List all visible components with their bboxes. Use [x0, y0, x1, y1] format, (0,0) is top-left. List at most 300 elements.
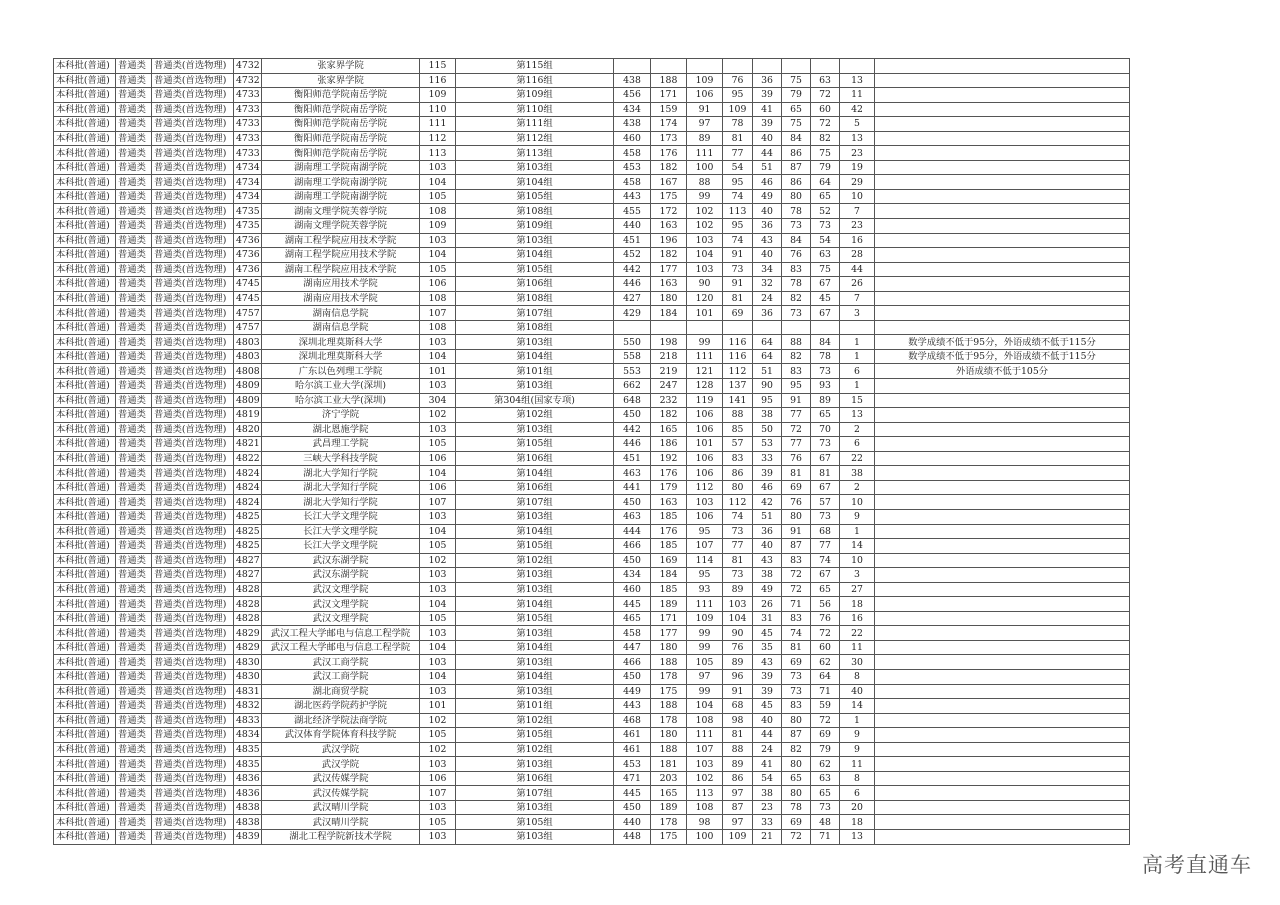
group-name-cell: 第103组: [456, 684, 614, 699]
subject-type-cell: 普通类(首选物理): [152, 291, 234, 306]
score-5-cell: 41: [753, 102, 782, 117]
school-name-cell: 深圳北理莫斯科大学: [262, 349, 420, 364]
category-cell: 普通类: [116, 262, 152, 277]
score-7-cell: 72: [811, 117, 840, 132]
score-4-cell: 85: [723, 422, 753, 437]
group-code-cell: 103: [420, 626, 456, 641]
score-2-cell: 180: [651, 291, 687, 306]
remark-cell: [875, 728, 1130, 743]
batch-cell: 本科批(普通): [54, 655, 116, 670]
score-5-cell: 33: [753, 815, 782, 830]
group-code-cell: 107: [420, 495, 456, 510]
count-cell: 6: [840, 364, 875, 379]
total-score-cell: 447: [614, 640, 651, 655]
group-name-cell: 第103组: [456, 335, 614, 350]
group-name-cell: 第103组: [456, 422, 614, 437]
school-name-cell: 衡阳师范学院南岳学院: [262, 131, 420, 146]
count-cell: 10: [840, 495, 875, 510]
score-3-cell: 97: [687, 117, 723, 132]
category-cell: 普通类: [116, 277, 152, 292]
score-2-cell: 172: [651, 204, 687, 219]
count-cell: 20: [840, 800, 875, 815]
score-6-cell: [782, 59, 811, 74]
batch-cell: 本科批(普通): [54, 277, 116, 292]
school-code-cell: 4803: [234, 335, 262, 350]
count-cell: 9: [840, 728, 875, 743]
count-cell: 22: [840, 451, 875, 466]
total-score-cell: 450: [614, 669, 651, 684]
score-7-cell: 59: [811, 699, 840, 714]
school-code-cell: 4736: [234, 233, 262, 248]
category-cell: 普通类: [116, 408, 152, 423]
table-row: [54, 88, 1130, 103]
score-7-cell: 65: [811, 408, 840, 423]
school-name-cell: 湖北商贸学院: [262, 684, 420, 699]
table-row: [54, 684, 1130, 699]
school-name-cell: 湖南工程学院应用技术学院: [262, 233, 420, 248]
watermark: 高考直通车: [1142, 853, 1252, 877]
score-6-cell: 83: [782, 553, 811, 568]
total-score-cell: 471: [614, 771, 651, 786]
score-7-cell: 64: [811, 175, 840, 190]
school-code-cell: 4734: [234, 160, 262, 175]
score-5-cell: 44: [753, 146, 782, 161]
score-3-cell: 106: [687, 451, 723, 466]
school-code-cell: 4733: [234, 117, 262, 132]
school-code-cell: 4809: [234, 393, 262, 408]
score-3-cell: 89: [687, 131, 723, 146]
group-name-cell: 第108组: [456, 320, 614, 335]
batch-cell: 本科批(普通): [54, 335, 116, 350]
total-score-cell: 450: [614, 408, 651, 423]
school-code-cell: 4827: [234, 568, 262, 583]
score-2-cell: 171: [651, 611, 687, 626]
total-score-cell: 444: [614, 524, 651, 539]
school-name-cell: 武汉学院: [262, 742, 420, 757]
score-2-cell: 182: [651, 248, 687, 263]
score-3-cell: 128: [687, 379, 723, 394]
count-cell: 7: [840, 204, 875, 219]
score-3-cell: 99: [687, 684, 723, 699]
score-3-cell: 120: [687, 291, 723, 306]
count-cell: 18: [840, 815, 875, 830]
group-name-cell: 第104组: [456, 640, 614, 655]
count-cell: 2: [840, 480, 875, 495]
school-name-cell: 湖南应用技术学院: [262, 277, 420, 292]
score-3-cell: 107: [687, 539, 723, 554]
subject-type-cell: 普通类(首选物理): [152, 88, 234, 103]
score-2-cell: 177: [651, 626, 687, 641]
school-name-cell: 湖北工程学院新技术学院: [262, 829, 420, 844]
batch-cell: 本科批(普通): [54, 553, 116, 568]
count-cell: 30: [840, 655, 875, 670]
score-3-cell: 101: [687, 306, 723, 321]
category-cell: 普通类: [116, 611, 152, 626]
score-4-cell: 87: [723, 800, 753, 815]
score-5-cell: 49: [753, 582, 782, 597]
batch-cell: 本科批(普通): [54, 539, 116, 554]
score-4-cell: 83: [723, 451, 753, 466]
remark-cell: [875, 466, 1130, 481]
school-name-cell: 武汉晴川学院: [262, 800, 420, 815]
score-5-cell: 90: [753, 379, 782, 394]
table-row: [54, 131, 1130, 146]
score-6-cell: 80: [782, 189, 811, 204]
category-cell: 普通类: [116, 655, 152, 670]
batch-cell: 本科批(普通): [54, 408, 116, 423]
category-cell: 普通类: [116, 800, 152, 815]
score-2-cell: 189: [651, 597, 687, 612]
score-2-cell: 165: [651, 786, 687, 801]
school-code-cell: 4835: [234, 742, 262, 757]
group-name-cell: 第103组: [456, 829, 614, 844]
batch-cell: 本科批(普通): [54, 73, 116, 88]
count-cell: 3: [840, 568, 875, 583]
school-name-cell: 湖南文理学院芙蓉学院: [262, 219, 420, 234]
school-code-cell: 4830: [234, 669, 262, 684]
total-score-cell: 450: [614, 495, 651, 510]
subject-type-cell: 普通类(首选物理): [152, 509, 234, 524]
score-7-cell: 57: [811, 495, 840, 510]
score-4-cell: 76: [723, 73, 753, 88]
batch-cell: 本科批(普通): [54, 379, 116, 394]
score-2-cell: 173: [651, 131, 687, 146]
score-5-cell: [753, 320, 782, 335]
group-name-cell: 第104组: [456, 248, 614, 263]
batch-cell: 本科批(普通): [54, 349, 116, 364]
subject-type-cell: 普通类(首选物理): [152, 306, 234, 321]
school-name-cell: 衡阳师范学院南岳学院: [262, 146, 420, 161]
remark-cell: [875, 408, 1130, 423]
school-code-cell: 4828: [234, 611, 262, 626]
score-6-cell: 65: [782, 771, 811, 786]
school-code-cell: 4824: [234, 495, 262, 510]
total-score-cell: [614, 320, 651, 335]
remark-cell: [875, 160, 1130, 175]
group-name-cell: 第106组: [456, 771, 614, 786]
school-code-cell: 4824: [234, 480, 262, 495]
group-code-cell: 304: [420, 393, 456, 408]
total-score-cell: 453: [614, 160, 651, 175]
subject-type-cell: 普通类(首选物理): [152, 233, 234, 248]
group-name-cell: 第102组: [456, 553, 614, 568]
subject-type-cell: 普通类(首选物理): [152, 829, 234, 844]
score-6-cell: 82: [782, 742, 811, 757]
school-name-cell: 湖南工程学院应用技术学院: [262, 248, 420, 263]
subject-type-cell: 普通类(首选物理): [152, 59, 234, 74]
score-7-cell: 45: [811, 291, 840, 306]
score-3-cell: [687, 59, 723, 74]
group-code-cell: 106: [420, 480, 456, 495]
table-row: [54, 611, 1130, 626]
count-cell: 1: [840, 335, 875, 350]
score-4-cell: 96: [723, 669, 753, 684]
total-score-cell: 466: [614, 539, 651, 554]
category-cell: 普通类: [116, 815, 152, 830]
score-6-cell: 69: [782, 480, 811, 495]
school-name-cell: 湖南工程学院应用技术学院: [262, 262, 420, 277]
total-score-cell: 442: [614, 422, 651, 437]
group-code-cell: 111: [420, 117, 456, 132]
score-7-cell: 84: [811, 335, 840, 350]
batch-cell: 本科批(普通): [54, 219, 116, 234]
score-5-cell: 36: [753, 524, 782, 539]
score-4-cell: 113: [723, 204, 753, 219]
score-5-cell: 36: [753, 73, 782, 88]
school-code-cell: 4836: [234, 771, 262, 786]
category-cell: 普通类: [116, 757, 152, 772]
school-name-cell: 湖北大学知行学院: [262, 480, 420, 495]
category-cell: 普通类: [116, 495, 152, 510]
count-cell: 16: [840, 233, 875, 248]
group-code-cell: 103: [420, 233, 456, 248]
score-7-cell: [811, 59, 840, 74]
group-name-cell: 第111组: [456, 117, 614, 132]
school-name-cell: 衡阳师范学院南岳学院: [262, 88, 420, 103]
school-name-cell: 湖南理工学院南湖学院: [262, 189, 420, 204]
score-7-cell: 69: [811, 728, 840, 743]
score-6-cell: 80: [782, 713, 811, 728]
score-4-cell: 95: [723, 175, 753, 190]
score-3-cell: 99: [687, 189, 723, 204]
school-name-cell: 武汉东湖学院: [262, 568, 420, 583]
score-4-cell: 69: [723, 306, 753, 321]
score-5-cell: 23: [753, 800, 782, 815]
group-name-cell: 第103组: [456, 379, 614, 394]
group-name-cell: 第101组: [456, 699, 614, 714]
category-cell: 普通类: [116, 669, 152, 684]
category-cell: 普通类: [116, 829, 152, 844]
score-5-cell: 40: [753, 539, 782, 554]
score-5-cell: 51: [753, 160, 782, 175]
subject-type-cell: 普通类(首选物理): [152, 262, 234, 277]
score-6-cell: 74: [782, 626, 811, 641]
table-row: [54, 102, 1130, 117]
score-3-cell: 102: [687, 204, 723, 219]
score-2-cell: 163: [651, 277, 687, 292]
group-code-cell: 102: [420, 408, 456, 423]
table-row: [54, 437, 1130, 452]
score-6-cell: 81: [782, 466, 811, 481]
score-5-cell: 24: [753, 291, 782, 306]
subject-type-cell: 普通类(首选物理): [152, 728, 234, 743]
category-cell: 普通类: [116, 88, 152, 103]
school-code-cell: 4733: [234, 146, 262, 161]
table-row: [54, 713, 1130, 728]
subject-type-cell: 普通类(首选物理): [152, 524, 234, 539]
subject-type-cell: 普通类(首选物理): [152, 699, 234, 714]
group-name-cell: 第113组: [456, 146, 614, 161]
table-row: [54, 771, 1130, 786]
score-2-cell: 182: [651, 408, 687, 423]
batch-cell: 本科批(普通): [54, 437, 116, 452]
category-cell: 普通类: [116, 335, 152, 350]
group-name-cell: 第103组: [456, 655, 614, 670]
score-3-cell: 106: [687, 509, 723, 524]
score-7-cell: 67: [811, 306, 840, 321]
score-2-cell: 175: [651, 684, 687, 699]
total-score-cell: 468: [614, 713, 651, 728]
count-cell: 27: [840, 582, 875, 597]
batch-cell: 本科批(普通): [54, 291, 116, 306]
score-7-cell: 72: [811, 713, 840, 728]
school-code-cell: 4838: [234, 815, 262, 830]
score-7-cell: 72: [811, 626, 840, 641]
table-row: [54, 379, 1130, 394]
remark-cell: [875, 233, 1130, 248]
score-6-cell: 73: [782, 669, 811, 684]
score-6-cell: 81: [782, 640, 811, 655]
group-code-cell: 105: [420, 728, 456, 743]
score-2-cell: 176: [651, 466, 687, 481]
score-4-cell: 81: [723, 728, 753, 743]
table-row: [54, 829, 1130, 844]
batch-cell: 本科批(普通): [54, 829, 116, 844]
score-4-cell: 112: [723, 495, 753, 510]
group-code-cell: 106: [420, 451, 456, 466]
score-5-cell: 64: [753, 335, 782, 350]
school-code-cell: 4828: [234, 597, 262, 612]
score-3-cell: 108: [687, 713, 723, 728]
school-name-cell: 湖北医药学院药护学院: [262, 699, 420, 714]
school-code-cell: 4836: [234, 786, 262, 801]
score-4-cell: 104: [723, 611, 753, 626]
remark-cell: [875, 699, 1130, 714]
batch-cell: 本科批(普通): [54, 306, 116, 321]
score-4-cell: 89: [723, 757, 753, 772]
score-4-cell: 91: [723, 248, 753, 263]
total-score-cell: 448: [614, 829, 651, 844]
score-6-cell: 87: [782, 160, 811, 175]
school-code-cell: 4830: [234, 655, 262, 670]
score-2-cell: 180: [651, 728, 687, 743]
remark-cell: [875, 59, 1130, 74]
group-name-cell: 第104组: [456, 466, 614, 481]
table-row: [54, 117, 1130, 132]
group-code-cell: 102: [420, 742, 456, 757]
remark-cell: [875, 88, 1130, 103]
school-code-cell: 4745: [234, 291, 262, 306]
school-name-cell: 武汉文理学院: [262, 582, 420, 597]
score-6-cell: 73: [782, 684, 811, 699]
total-score-cell: 449: [614, 684, 651, 699]
school-code-cell: 4831: [234, 684, 262, 699]
count-cell: 11: [840, 88, 875, 103]
school-code-cell: 4838: [234, 800, 262, 815]
score-2-cell: 178: [651, 669, 687, 684]
school-code-cell: 4757: [234, 306, 262, 321]
score-2-cell: 218: [651, 349, 687, 364]
score-2-cell: 178: [651, 815, 687, 830]
remark-cell: [875, 509, 1130, 524]
score-3-cell: 106: [687, 466, 723, 481]
table-row: [54, 233, 1130, 248]
batch-cell: 本科批(普通): [54, 189, 116, 204]
total-score-cell: 440: [614, 219, 651, 234]
school-name-cell: 哈尔滨工业大学(深圳): [262, 393, 420, 408]
batch-cell: 本科批(普通): [54, 160, 116, 175]
group-code-cell: 104: [420, 640, 456, 655]
score-5-cell: 43: [753, 655, 782, 670]
table-row: [54, 524, 1130, 539]
total-score-cell: 443: [614, 699, 651, 714]
table-row: [54, 59, 1130, 74]
table-row: [54, 204, 1130, 219]
score-7-cell: 71: [811, 829, 840, 844]
table-row: [54, 422, 1130, 437]
total-score-cell: 461: [614, 728, 651, 743]
remark-cell: [875, 539, 1130, 554]
score-6-cell: 78: [782, 277, 811, 292]
score-2-cell: 182: [651, 160, 687, 175]
score-2-cell: 165: [651, 422, 687, 437]
score-3-cell: 99: [687, 335, 723, 350]
school-code-cell: 4821: [234, 437, 262, 452]
group-code-cell: 104: [420, 349, 456, 364]
subject-type-cell: 普通类(首选物理): [152, 320, 234, 335]
count-cell: 22: [840, 626, 875, 641]
table-row: [54, 553, 1130, 568]
group-code-cell: 104: [420, 524, 456, 539]
total-score-cell: 438: [614, 73, 651, 88]
score-3-cell: 100: [687, 829, 723, 844]
group-name-cell: 第109组: [456, 219, 614, 234]
category-cell: 普通类: [116, 582, 152, 597]
table-row: [54, 175, 1130, 190]
group-code-cell: 107: [420, 786, 456, 801]
score-2-cell: 188: [651, 742, 687, 757]
table-row: [54, 509, 1130, 524]
school-name-cell: 武汉体育学院体育科技学院: [262, 728, 420, 743]
total-score-cell: 465: [614, 611, 651, 626]
table-row: [54, 277, 1130, 292]
count-cell: 28: [840, 248, 875, 263]
group-code-cell: 103: [420, 757, 456, 772]
school-name-cell: 长江大学文理学院: [262, 524, 420, 539]
school-code-cell: 4809: [234, 379, 262, 394]
batch-cell: 本科批(普通): [54, 597, 116, 612]
category-cell: 普通类: [116, 466, 152, 481]
score-7-cell: 68: [811, 524, 840, 539]
school-name-cell: 衡阳师范学院南岳学院: [262, 117, 420, 132]
subject-type-cell: 普通类(首选物理): [152, 582, 234, 597]
group-name-cell: 第108组: [456, 204, 614, 219]
score-3-cell: 99: [687, 640, 723, 655]
total-score-cell: 662: [614, 379, 651, 394]
score-2-cell: 179: [651, 480, 687, 495]
score-2-cell: 167: [651, 175, 687, 190]
score-2-cell: 186: [651, 437, 687, 452]
batch-cell: 本科批(普通): [54, 88, 116, 103]
group-code-cell: 103: [420, 160, 456, 175]
group-code-cell: 103: [420, 422, 456, 437]
group-name-cell: 第105组: [456, 189, 614, 204]
school-code-cell: 4808: [234, 364, 262, 379]
count-cell: 16: [840, 611, 875, 626]
category-cell: 普通类: [116, 102, 152, 117]
group-name-cell: 第105组: [456, 728, 614, 743]
count-cell: 6: [840, 437, 875, 452]
total-score-cell: 648: [614, 393, 651, 408]
category-cell: 普通类: [116, 524, 152, 539]
school-name-cell: 张家界学院: [262, 59, 420, 74]
score-4-cell: 86: [723, 466, 753, 481]
batch-cell: 本科批(普通): [54, 59, 116, 74]
score-6-cell: 83: [782, 611, 811, 626]
category-cell: 普通类: [116, 480, 152, 495]
score-3-cell: [687, 320, 723, 335]
group-name-cell: 第103组: [456, 160, 614, 175]
